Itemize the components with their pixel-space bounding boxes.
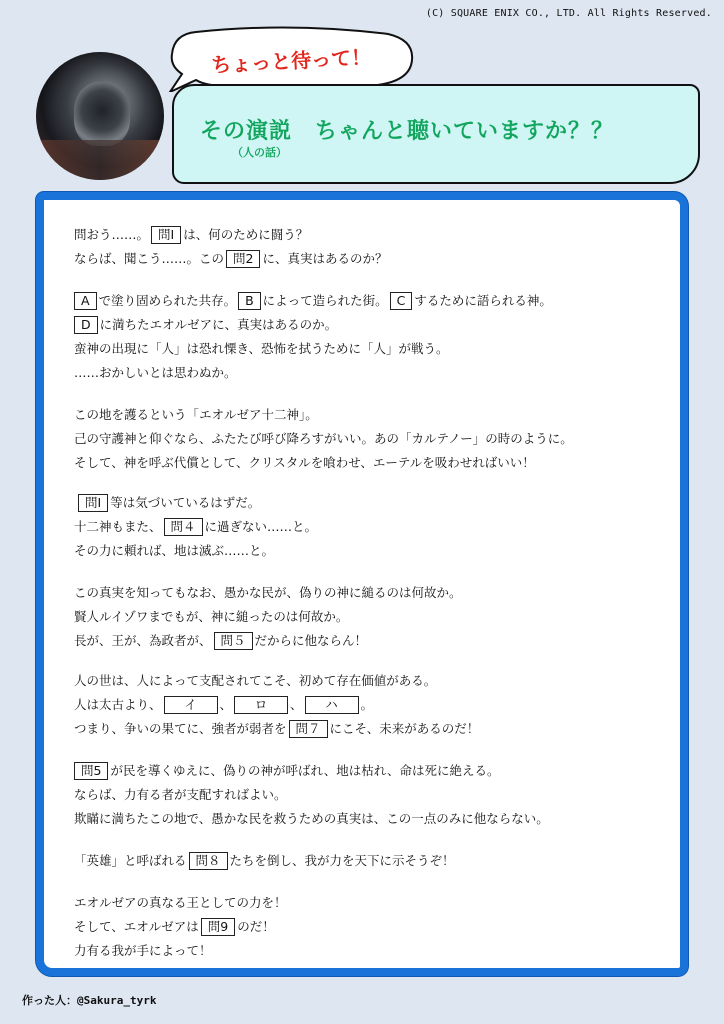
speech-text: 、 (219, 697, 233, 712)
title-box (172, 84, 700, 184)
page-subtitle: （人の話） (232, 146, 287, 159)
blank-box: C (390, 292, 413, 310)
speech-line: ……おかしいとは思わぬか。 (74, 365, 237, 380)
speech-text: 等は気づいているはずだ。 (110, 495, 261, 510)
copyright-notice: (C) SQUARE ENIX CO., LTD. All Rights Reserved. (425, 8, 712, 19)
speech-line (72, 292, 552, 310)
speech-text: は、何のために闘う？ (183, 227, 309, 242)
speech-text: によって造られた街。 (262, 293, 388, 308)
speech-text: だからに他ならん！ (254, 633, 368, 648)
speech-text: 、 (290, 697, 303, 712)
speech-text: 十二神もまた、 (74, 519, 162, 534)
speech-text: で塗り固められた共存。 (98, 293, 237, 308)
speech-line: エオルゼアの真なる王としての力を！ (74, 895, 287, 910)
blank-box: 問9 (201, 918, 235, 936)
speech-text: 人は太古より、 (74, 697, 162, 712)
blank-box: D (74, 316, 98, 334)
speech-line (74, 696, 373, 714)
speech-line (74, 852, 455, 870)
blank-box: 問７ (289, 720, 328, 738)
speech-line: 己の守護神と仰ぐなら、ふたたび呼び降ろすがいい。あの「カルテノー」の時のように。 (74, 431, 573, 446)
speech-line: 人の世は、人によって支配されてこそ、初めて存在価値がある。 (74, 673, 437, 688)
blank-box: ハ (305, 696, 359, 714)
blank-box: 問５ (214, 632, 253, 650)
speech-line (74, 250, 387, 268)
speech-line (74, 226, 308, 244)
speech-text: そして、エオルゼアは (74, 919, 199, 934)
speech-line: 蛮神の出現に「人」は恐れ慄き、恐怖を拭うために「人」が戦う。 (74, 341, 449, 356)
speech-text: 長が、王が、為政者が、 (74, 633, 212, 648)
speech-line: その力に頼れば、地は滅ぶ……と。 (74, 543, 275, 558)
speech-text: 問おう……。 (74, 227, 150, 242)
speech-line: この地を護るという「エオルゼア十二神」。 (74, 407, 318, 422)
speech-text: に、真実はあるのか？ (262, 251, 388, 266)
speech-line: 力有る我が手によって！ (74, 943, 212, 958)
author-credit: 作った人：@Sakura_tyrk (22, 994, 157, 1007)
blank-box: 問I (151, 226, 181, 244)
speech-text: ならば、聞こう……。この (74, 251, 225, 266)
speech-text: つまり、争いの果てに、強者が弱者を (74, 721, 287, 736)
speech-text: 「英雄」と呼ばれる (74, 853, 187, 868)
blank-box: ロ (234, 696, 288, 714)
speech-text: のだ！ (237, 919, 275, 934)
bubble-text: ちょっと待って！ (210, 44, 372, 77)
speech-text: にこそ、未来があるのだ！ (329, 721, 480, 736)
speech-line (76, 494, 260, 512)
speech-line: そして、神を呼ぶ代償として、クリスタルを喰わせ、エーテルを吸わせればいい！ (74, 455, 535, 470)
speech-bubble (166, 26, 416, 92)
speech-line (74, 720, 479, 738)
speech-line: 賢人ルイゾワまでもが、神に縋ったのは何故か。 (74, 609, 349, 624)
blank-box: イ (164, 696, 218, 714)
speech-text: 。 (360, 697, 374, 712)
speech-line (74, 518, 317, 536)
speech-text: たちを倒し、我が力を天下に示そうぞ！ (229, 853, 455, 868)
speech-text: するために語られる神。 (414, 293, 552, 308)
speech-text: に満ちたエオルゼアに、真実はあるのか。 (99, 317, 338, 332)
speech-line: 欺瞞に満ちたこの地で、愚かな民を救うための真実は、この一点のみに他ならない。 (74, 811, 549, 826)
blank-box: 問5 (74, 762, 108, 780)
speech-line: ならば、力有る者が支配すればよい。 (74, 787, 287, 802)
speech-line (74, 632, 367, 650)
speech-line: この真実を知ってもなお、愚かな民が、偽りの神に縋るのは何故か。 (74, 585, 462, 600)
blank-box: 問2 (226, 250, 260, 268)
blank-box: A (74, 292, 97, 310)
page-title: その演説 ちゃんと聴いていますか？？ (200, 119, 615, 144)
blank-box: B (238, 292, 261, 310)
speech-line (72, 762, 499, 780)
character-portrait (36, 52, 164, 180)
speech-line (72, 316, 337, 334)
blank-box: 問I (78, 494, 108, 512)
speech-text: が民を導くゆえに、偽りの神が呼ばれ、地は枯れ、命は死に絶える。 (110, 763, 500, 778)
speech-line (74, 918, 275, 936)
speech-text: に過ぎない……と。 (204, 519, 318, 534)
blank-box: 問８ (189, 852, 228, 870)
blank-box: 問４ (164, 518, 203, 536)
speech-frame (36, 192, 688, 976)
